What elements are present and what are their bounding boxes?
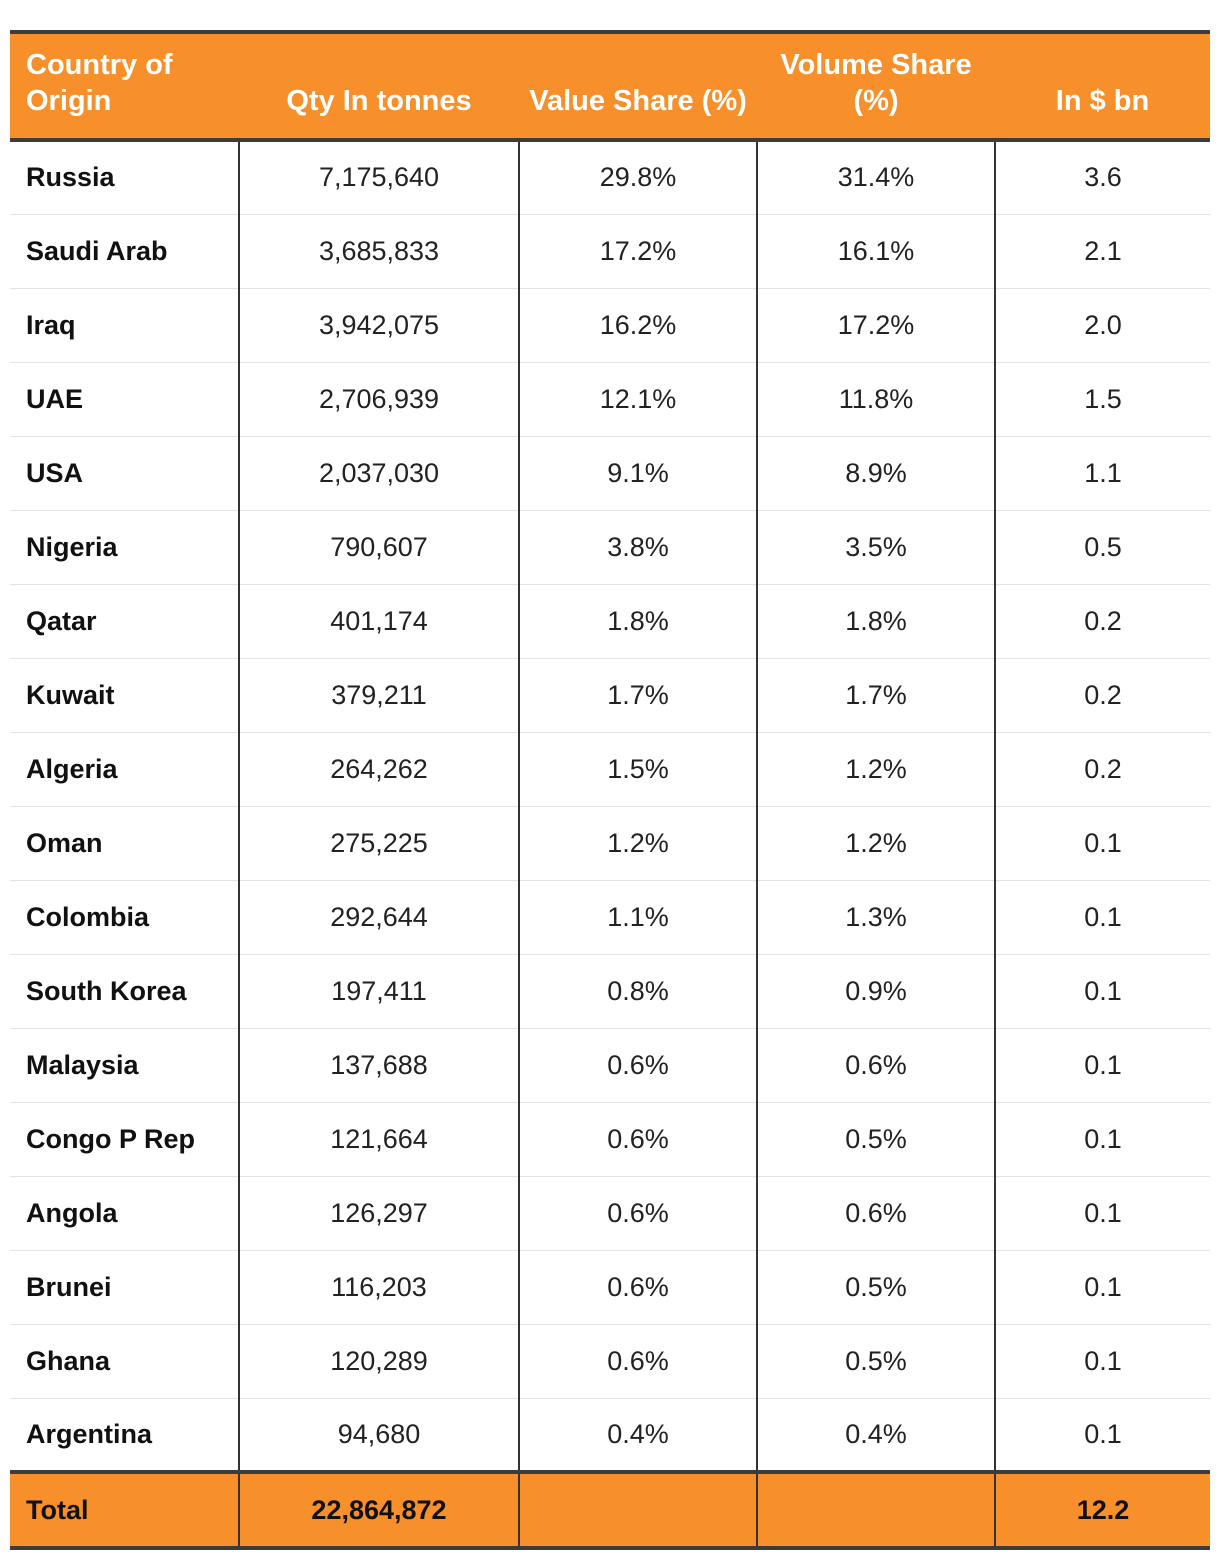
cell-volume-share: 0.5% — [757, 1250, 995, 1324]
table-row — [10, 1324, 1210, 1398]
cell-value-share: 0.6% — [519, 1250, 757, 1324]
cell-qty: 264,262 — [239, 732, 519, 806]
table-row — [10, 1176, 1210, 1250]
cell-country: USA — [10, 436, 239, 510]
cell-country: Congo P Rep — [10, 1102, 239, 1176]
cell-value-share: 29.8% — [519, 140, 757, 214]
cell-country: Argentina — [26, 1418, 153, 1449]
cell-country: South Korea — [10, 954, 239, 1028]
table-row — [10, 140, 1210, 214]
cell-qty: 137,688 — [239, 1028, 519, 1102]
cell-usd-bn: 0.5 — [995, 510, 1210, 584]
cell-volume-share: 1.3% — [757, 880, 995, 954]
cell-volume-share: 0.5% — [757, 1102, 995, 1176]
cell-value-share: 0.6% — [519, 1102, 757, 1176]
cell-value-share: 0.6% — [519, 1324, 757, 1398]
cell-usd-bn: 1.1 — [995, 436, 1210, 510]
table-footer — [10, 1472, 1210, 1548]
cell-value-share: 9.1% — [519, 436, 757, 510]
cell-country: UAE — [10, 362, 239, 436]
cell-country: Oman — [10, 806, 239, 880]
cell-usd-bn: 0.2 — [995, 584, 1210, 658]
cell-country: Saudi Arab — [10, 214, 239, 288]
total-qty: 22,864,872 — [239, 1472, 519, 1548]
cell-qty: 3,685,833 — [239, 214, 519, 288]
cell-volume-share: 0.6% — [757, 1028, 995, 1102]
total-row — [10, 1472, 1210, 1548]
cell-country: Angola — [10, 1176, 239, 1250]
cell-usd-bn: 0.1 — [995, 954, 1210, 1028]
cell-usd-bn: 0.2 — [995, 658, 1210, 732]
cell-country: Brunei — [10, 1250, 239, 1324]
table-row — [10, 1250, 1210, 1324]
cell-qty: 116,203 — [239, 1250, 519, 1324]
column-header-value-share: Value Share (%) — [519, 32, 757, 140]
cell-usd-bn: 0.1 — [995, 880, 1210, 954]
cell-qty: 94,680 — [239, 1398, 519, 1472]
data-table-container — [10, 30, 1210, 1550]
cell-value-share: 1.7% — [519, 658, 757, 732]
cell-volume-share: 11.8% — [757, 362, 995, 436]
cell-value-share: 1.5% — [519, 732, 757, 806]
cell-qty: 7,175,640 — [239, 140, 519, 214]
cell-usd-bn: 1.5 — [995, 362, 1210, 436]
cell-qty: 790,607 — [239, 510, 519, 584]
cell-value-share: 0.8% — [519, 954, 757, 1028]
table-body — [10, 140, 1210, 1472]
cell-volume-share: 8.9% — [757, 436, 995, 510]
cell-usd-bn: 2.1 — [995, 214, 1210, 288]
cell-country: Nigeria — [10, 510, 239, 584]
table-row — [10, 1028, 1210, 1102]
table-row — [10, 288, 1210, 362]
column-header-qty: Qty In tonnes — [239, 32, 519, 140]
cell-usd-bn: 0.1 — [995, 1102, 1210, 1176]
cell-value-share: 1.8% — [519, 584, 757, 658]
cell-country: Iraq — [10, 288, 239, 362]
cell-qty: 379,211 — [239, 658, 519, 732]
cell-value-share: 1.1% — [519, 880, 757, 954]
cell-country: Russia — [10, 140, 239, 214]
cell-usd-bn: 3.6 — [995, 140, 1210, 214]
total-volume-share — [757, 1472, 995, 1548]
cell-volume-share: 1.2% — [757, 806, 995, 880]
cell-qty: 2,037,030 — [239, 436, 519, 510]
cell-usd-bn: 2.0 — [995, 288, 1210, 362]
cell-qty: 121,664 — [239, 1102, 519, 1176]
cell-volume-share: 3.5% — [757, 510, 995, 584]
cell-country: Colombia — [10, 880, 239, 954]
cell-country: Malaysia — [10, 1028, 239, 1102]
header-row — [10, 32, 1210, 140]
cell-usd-bn: 0.1 — [995, 1250, 1210, 1324]
cell-value-share: 17.2% — [519, 214, 757, 288]
cell-usd-bn: 0.1 — [995, 806, 1210, 880]
table-row — [10, 732, 1210, 806]
cell-value-share: 0.6% — [519, 1176, 757, 1250]
country-import-table — [10, 30, 1210, 1550]
column-header-usd-bn: In $ bn — [995, 32, 1210, 140]
total-label: Total — [10, 1472, 239, 1548]
table-row — [10, 880, 1210, 954]
cell-volume-share: 1.2% — [757, 732, 995, 806]
table-row — [10, 584, 1210, 658]
cell-value-share: 1.2% — [519, 806, 757, 880]
cell-volume-share: 0.4% — [757, 1398, 995, 1472]
cell-qty: 126,297 — [239, 1176, 519, 1250]
column-header-country: Country of Origin — [10, 32, 239, 140]
table-row — [10, 214, 1210, 288]
cell-value-share: 0.4% — [519, 1398, 757, 1472]
cell-volume-share: 0.5% — [757, 1324, 995, 1398]
cell-usd-bn: 0.1 — [995, 1398, 1210, 1472]
total-usd-bn: 12.2 — [995, 1472, 1210, 1548]
table-row — [10, 658, 1210, 732]
table-row — [10, 1102, 1210, 1176]
cell-volume-share: 31.4% — [757, 140, 995, 214]
cell-qty: 3,942,075 — [239, 288, 519, 362]
cell-usd-bn: 0.2 — [995, 732, 1210, 806]
cell-qty: 2,706,939 — [239, 362, 519, 436]
cell-usd-bn: 0.1 — [995, 1324, 1210, 1398]
cell-qty: 292,644 — [239, 880, 519, 954]
cell-qty: 197,411 — [239, 954, 519, 1028]
cell-volume-share: 0.9% — [757, 954, 995, 1028]
cell-usd-bn: 0.1 — [995, 1176, 1210, 1250]
table-header — [10, 32, 1210, 140]
cell-usd-bn: 0.1 — [995, 1028, 1210, 1102]
cell-value-share: 16.2% — [519, 288, 757, 362]
cell-country: Algeria — [10, 732, 239, 806]
table-row — [10, 806, 1210, 880]
table-row — [10, 510, 1210, 584]
cell-qty: 120,289 — [239, 1324, 519, 1398]
cell-volume-share: 0.6% — [757, 1176, 995, 1250]
cell-value-share: 0.6% — [519, 1028, 757, 1102]
cell-qty: 275,225 — [239, 806, 519, 880]
total-value-share — [519, 1472, 757, 1548]
table-row — [10, 436, 1210, 510]
table-row — [10, 954, 1210, 1028]
cell-volume-share: 1.8% — [757, 584, 995, 658]
cell-value-share: 3.8% — [519, 510, 757, 584]
table-row — [10, 362, 1210, 436]
cell-country: Qatar — [10, 584, 239, 658]
column-header-volume-share: Volume Share (%) — [757, 32, 995, 140]
cell-country: Kuwait — [10, 658, 239, 732]
cell-value-share: 12.1% — [519, 362, 757, 436]
cell-volume-share: 16.1% — [757, 214, 995, 288]
cell-country: Ghana — [10, 1324, 239, 1398]
table-row — [10, 1398, 1210, 1472]
cell-volume-share: 17.2% — [757, 288, 995, 362]
cell-volume-share: 1.7% — [757, 658, 995, 732]
cell-qty: 401,174 — [239, 584, 519, 658]
